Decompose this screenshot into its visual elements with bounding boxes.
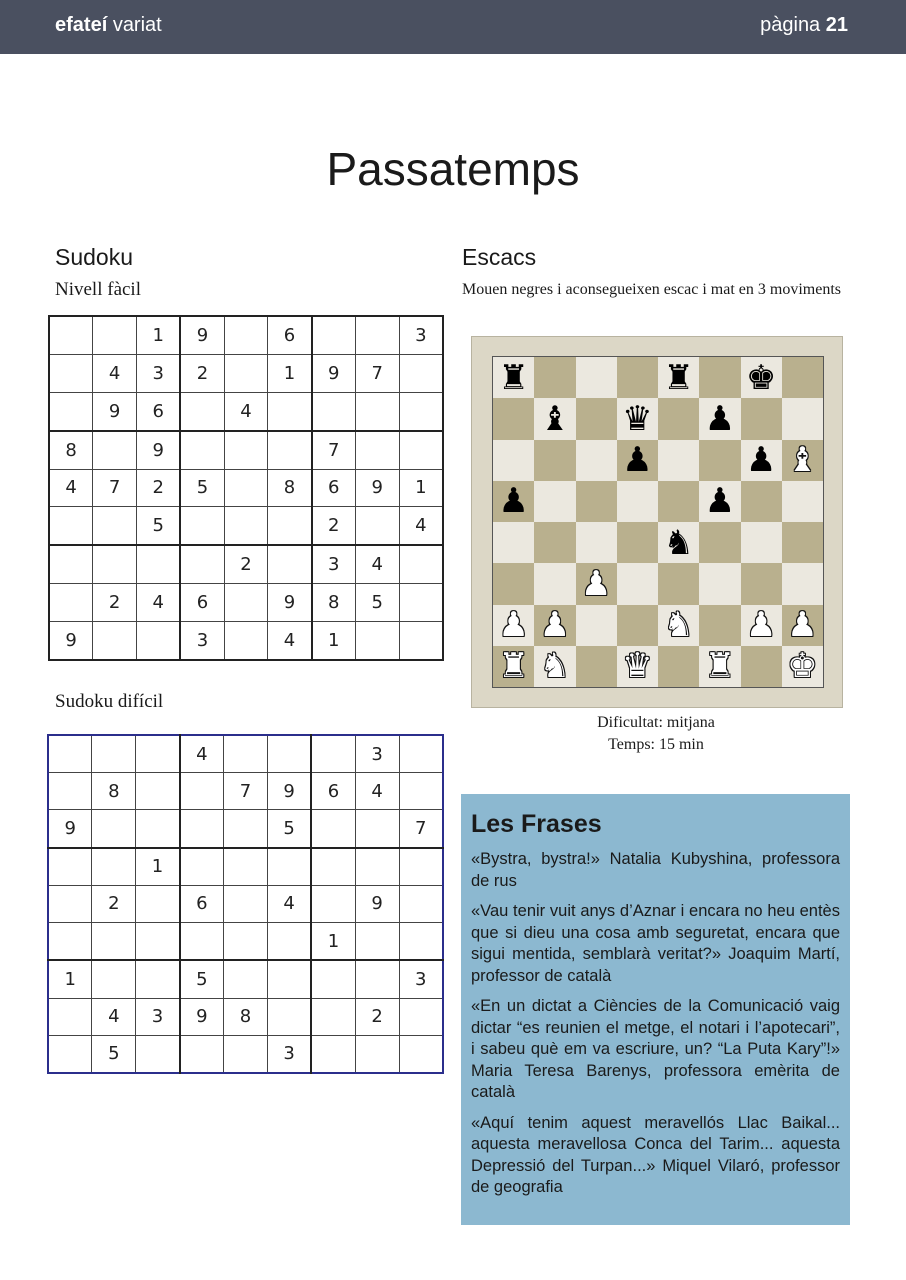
- chess-square: [658, 398, 699, 439]
- chess-info: [462, 712, 850, 756]
- chess-square: [493, 398, 534, 439]
- sudoku-cell: [311, 735, 355, 773]
- sudoku-cell: 7: [224, 773, 268, 810]
- chess-square: [782, 440, 823, 481]
- sudoku-cell: [93, 507, 137, 546]
- chess-square: [534, 481, 575, 522]
- sudoku-cell: 4: [180, 735, 224, 773]
- chess-square: [576, 481, 617, 522]
- sudoku-cell: [355, 960, 399, 998]
- chess-square: [782, 605, 823, 646]
- sudoku-cell: [268, 507, 312, 546]
- white-pawn-icon: ♟: [787, 605, 818, 646]
- quote: «En un dictat a Ciències de la Comunicació vaig dictar “es reunien el metge, el notari i l’apotecari”, i sabeu què em va escriure, un? “La Puta Kary”!» Maria Teresa Barenys, professora emèrita de català: [471, 997, 840, 1101]
- sudoku-row: [48, 960, 443, 998]
- chess-square: [534, 563, 575, 604]
- chess-square: [617, 481, 658, 522]
- sudoku-cell: 4: [355, 545, 399, 584]
- chess-square: [493, 605, 534, 646]
- chess-square: [534, 440, 575, 481]
- chess-square: [534, 357, 575, 398]
- sudoku-cell: [224, 885, 268, 922]
- sudoku-cell: 3: [267, 1035, 311, 1073]
- sudoku-cell: [48, 885, 92, 922]
- chess-square: [617, 440, 658, 481]
- brand-bold: efateí: [55, 14, 108, 36]
- sudoku-cell: 2: [137, 469, 181, 507]
- sudoku-cell: [311, 960, 355, 998]
- sudoku-cell: [224, 316, 268, 355]
- sudoku-cell: [399, 621, 443, 660]
- sudoku-cell: 6: [311, 773, 355, 810]
- chess-square: [782, 563, 823, 604]
- sudoku-cell: 1: [311, 922, 355, 960]
- sudoku-cell: [136, 810, 180, 848]
- chess-square: [493, 646, 534, 687]
- chess-square: [699, 605, 740, 646]
- sudoku-cell: 9: [93, 392, 137, 431]
- chess-square: [617, 646, 658, 687]
- sudoku-cell: 3: [399, 316, 443, 355]
- sudoku-cell: [267, 960, 311, 998]
- sudoku-cell: 3: [180, 621, 224, 660]
- chess-square: [658, 563, 699, 604]
- chess-square: [741, 605, 782, 646]
- sudoku-cell: [355, 810, 399, 848]
- sudoku-cell: [355, 392, 399, 431]
- chess-square: [699, 563, 740, 604]
- sudoku-cell: 2: [93, 584, 137, 622]
- sudoku-cell: [311, 998, 355, 1035]
- chess-square: [576, 357, 617, 398]
- sudoku-cell: [48, 735, 92, 773]
- chess-square: [617, 522, 658, 563]
- sudoku-cell: 9: [48, 810, 92, 848]
- sudoku-cell: 4: [267, 885, 311, 922]
- sudoku-cell: 8: [92, 773, 136, 810]
- sudoku-cell: [311, 810, 355, 848]
- sudoku-cell: [355, 922, 399, 960]
- sudoku-cell: [355, 621, 399, 660]
- sudoku-cell: 4: [355, 773, 399, 810]
- white-pawn-icon: ♟: [539, 605, 571, 646]
- chess-square: [658, 357, 699, 398]
- sudoku-cell: 9: [268, 584, 312, 622]
- chess-square: [493, 357, 534, 398]
- sudoku-cell: [268, 545, 312, 584]
- chess-square: [576, 646, 617, 687]
- chess-time: Temps: 15 min: [608, 736, 704, 753]
- chess-square: [576, 398, 617, 439]
- sudoku-row: [49, 392, 443, 431]
- black-rook-icon: ♜: [498, 357, 529, 398]
- sudoku-row: [48, 773, 443, 810]
- white-knight-icon: ♞: [539, 646, 571, 687]
- white-rook-icon: ♜: [498, 646, 529, 687]
- chess-square: [576, 563, 617, 604]
- sudoku-cell: [180, 507, 224, 546]
- sudoku-cell: 9: [49, 621, 93, 660]
- sudoku-cell: [180, 810, 224, 848]
- sudoku-cell: [180, 848, 224, 886]
- sudoku-cell: [136, 773, 180, 810]
- sudoku-cell: [399, 431, 443, 470]
- sudoku-row: [49, 545, 443, 584]
- page-indicator: [760, 14, 848, 37]
- sudoku-cell: [137, 621, 181, 660]
- black-king-icon: ♚: [745, 357, 777, 398]
- sudoku-cell: [267, 735, 311, 773]
- chess-square: [617, 563, 658, 604]
- chess-square: [699, 398, 740, 439]
- sudoku-cell: 7: [93, 469, 137, 507]
- sudoku-cell: [48, 773, 92, 810]
- white-king-icon: ♚: [787, 646, 818, 687]
- sudoku-cell: 6: [180, 584, 224, 622]
- sudoku-cell: [48, 848, 92, 886]
- sudoku-cell: 1: [137, 316, 181, 355]
- sudoku-cell: [224, 848, 268, 886]
- sudoku-cell: [224, 507, 268, 546]
- sudoku-cell: [312, 316, 356, 355]
- sudoku-cell: 5: [92, 1035, 136, 1073]
- sudoku-cell: 1: [268, 355, 312, 393]
- sudoku-cell: [136, 735, 180, 773]
- sudoku-cell: [48, 1035, 92, 1073]
- sudoku-cell: [224, 735, 268, 773]
- sudoku-cell: 7: [312, 431, 356, 470]
- white-queen-icon: ♛: [622, 646, 653, 687]
- white-pawn-icon: ♟: [745, 605, 777, 646]
- sudoku-row: [48, 1035, 443, 1073]
- sudoku-cell: [355, 316, 399, 355]
- sudoku-cell: [48, 922, 92, 960]
- white-pawn-icon: ♟: [498, 605, 529, 646]
- sudoku-cell: [224, 810, 268, 848]
- sudoku-cell: 9: [267, 773, 311, 810]
- sudoku-cell: [267, 922, 311, 960]
- sudoku-cell: [224, 584, 268, 622]
- sudoku-cell: 5: [180, 469, 224, 507]
- sudoku-row: [48, 922, 443, 960]
- sudoku-cell: [92, 848, 136, 886]
- sudoku-cell: 6: [137, 392, 181, 431]
- chess-square: [534, 646, 575, 687]
- white-pawn-icon: ♟: [580, 563, 612, 604]
- sudoku-cell: 4: [49, 469, 93, 507]
- sudoku-cell: [311, 848, 355, 886]
- sudoku-easy-label: Nivell fàcil: [55, 279, 141, 300]
- chess-square: [741, 398, 782, 439]
- page-header: [0, 0, 906, 54]
- sudoku-cell: [355, 431, 399, 470]
- sudoku-cell: [311, 885, 355, 922]
- sudoku-cell: 9: [137, 431, 181, 470]
- sudoku-cell: 5: [267, 810, 311, 848]
- chess-square: [493, 481, 534, 522]
- sudoku-cell: 8: [49, 431, 93, 470]
- sudoku-cell: [49, 545, 93, 584]
- sudoku-cell: [224, 922, 268, 960]
- sudoku-cell: [399, 998, 443, 1035]
- black-bishop-icon: ♝: [539, 398, 571, 439]
- chess-square: [658, 646, 699, 687]
- sudoku-cell: [224, 621, 268, 660]
- chess-diagram: [471, 336, 843, 708]
- sudoku-cell: [136, 1035, 180, 1073]
- chess-square: [658, 522, 699, 563]
- chess-square: [782, 357, 823, 398]
- sudoku-cell: 2: [180, 355, 224, 393]
- sudoku-row: [49, 469, 443, 507]
- black-pawn-icon: ♟: [745, 440, 777, 481]
- sudoku-cell: 6: [312, 469, 356, 507]
- sudoku-row: [49, 355, 443, 393]
- sudoku-cell: [93, 316, 137, 355]
- chess-square: [617, 605, 658, 646]
- sudoku-cell: [399, 848, 443, 886]
- chess-square: [782, 398, 823, 439]
- sudoku-cell: [93, 621, 137, 660]
- black-knight-icon: ♞: [663, 522, 694, 563]
- sudoku-cell: [399, 355, 443, 393]
- quotes-box: [461, 794, 850, 1225]
- sudoku-row: [49, 316, 443, 355]
- sudoku-cell: 3: [136, 998, 180, 1035]
- sudoku-row: [49, 621, 443, 660]
- chess-square: [699, 646, 740, 687]
- sudoku-cell: [180, 431, 224, 470]
- sudoku-cell: [355, 848, 399, 886]
- sudoku-cell: 7: [399, 810, 443, 848]
- sudoku-cell: [224, 469, 268, 507]
- sudoku-cell: [399, 735, 443, 773]
- sudoku-cell: [224, 431, 268, 470]
- sudoku-cell: [49, 507, 93, 546]
- chess-square: [493, 563, 534, 604]
- sudoku-cell: [355, 507, 399, 546]
- sudoku-cell: [136, 922, 180, 960]
- quote: «Vau tenir vuit anys d’Aznar i encara no heu entès que si dieu una cosa amb seguretat, encara que sigui mentida, semblarà veritat?» Joaquim Martí, professor de català: [471, 902, 840, 985]
- sudoku-cell: 2: [224, 545, 268, 584]
- quote: «Bystra, bystra!» Natalia Kubyshina, professora de rus: [471, 850, 840, 890]
- sudoku-cell: 8: [224, 998, 268, 1035]
- sudoku-cell: [224, 960, 268, 998]
- sudoku-cell: 9: [355, 469, 399, 507]
- chess-square: [534, 522, 575, 563]
- chess-square: [534, 398, 575, 439]
- sudoku-cell: [93, 431, 137, 470]
- chess-square: [493, 522, 534, 563]
- sudoku-cell: [92, 735, 136, 773]
- chess-square: [658, 481, 699, 522]
- sudoku-cell: [93, 545, 137, 584]
- sudoku-cell: 8: [312, 584, 356, 622]
- chess-square: [617, 398, 658, 439]
- sudoku-cell: 9: [355, 885, 399, 922]
- sudoku-cell: [399, 584, 443, 622]
- quotes-heading: Les Frases: [471, 810, 602, 838]
- sudoku-cell: [137, 545, 181, 584]
- sudoku-cell: [49, 392, 93, 431]
- sudoku-cell: 2: [312, 507, 356, 546]
- sudoku-cell: 3: [137, 355, 181, 393]
- chess-square: [741, 522, 782, 563]
- sudoku-cell: [399, 392, 443, 431]
- black-pawn-icon: ♟: [622, 440, 653, 481]
- sudoku-cell: 6: [180, 885, 224, 922]
- chess-square: [658, 440, 699, 481]
- chess-square: [699, 481, 740, 522]
- chess-square: [699, 440, 740, 481]
- sudoku-cell: 5: [355, 584, 399, 622]
- sudoku-cell: 3: [399, 960, 443, 998]
- sudoku-row: [48, 735, 443, 773]
- sudoku-cell: [267, 998, 311, 1035]
- white-rook-icon: ♜: [704, 646, 736, 687]
- chess-square: [576, 440, 617, 481]
- chess-square: [493, 440, 534, 481]
- sudoku-row: [49, 431, 443, 470]
- sudoku-cell: 2: [92, 885, 136, 922]
- page-number: 21: [825, 14, 848, 36]
- sudoku-cell: [92, 810, 136, 848]
- sudoku-cell: [49, 584, 93, 622]
- chess-square: [617, 357, 658, 398]
- sudoku-cell: 1: [48, 960, 92, 998]
- quote: «Aquí tenim aquest meravellós Llac Baikal... aquesta meravellosa Conca del Tarim... aquesta Depressió del Turpan...» Miquel Vilaró, professor de geografia: [471, 1113, 840, 1196]
- sudoku-cell: [136, 885, 180, 922]
- sudoku-cell: [267, 848, 311, 886]
- sudoku-hard-grid: [47, 734, 444, 1074]
- sudoku-hard-label: Sudoku difícil: [55, 691, 164, 712]
- chess-square: [658, 605, 699, 646]
- sudoku-cell: 4: [268, 621, 312, 660]
- black-pawn-icon: ♟: [704, 481, 736, 522]
- sudoku-cell: [399, 922, 443, 960]
- sudoku-cell: 4: [137, 584, 181, 622]
- sudoku-cell: 9: [180, 998, 224, 1035]
- black-queen-icon: ♛: [622, 398, 653, 439]
- chess-square: [699, 522, 740, 563]
- chess-square: [741, 646, 782, 687]
- sudoku-cell: 1: [399, 469, 443, 507]
- sudoku-row: [48, 998, 443, 1035]
- chess-square: [741, 481, 782, 522]
- sudoku-row: [48, 885, 443, 922]
- sudoku-cell: [49, 316, 93, 355]
- sudoku-cell: [48, 998, 92, 1035]
- sudoku-cell: 4: [399, 507, 443, 546]
- sudoku-cell: [399, 773, 443, 810]
- sudoku-cell: 5: [180, 960, 224, 998]
- sudoku-cell: 2: [355, 998, 399, 1035]
- sudoku-cell: [92, 960, 136, 998]
- sudoku-cell: [399, 545, 443, 584]
- white-knight-icon: ♞: [663, 605, 694, 646]
- sudoku-cell: 8: [268, 469, 312, 507]
- white-bishop-icon: ♝: [787, 440, 818, 481]
- chess-difficulty: Dificultat: mitjana: [597, 714, 715, 731]
- sudoku-row: [49, 507, 443, 546]
- sudoku-cell: [224, 355, 268, 393]
- sudoku-cell: 1: [136, 848, 180, 886]
- sudoku-cell: 3: [355, 735, 399, 773]
- chess-square: [782, 481, 823, 522]
- sudoku-cell: [311, 1035, 355, 1073]
- brand-section: variat: [112, 14, 162, 36]
- sudoku-cell: [268, 431, 312, 470]
- sudoku-cell: 4: [92, 998, 136, 1035]
- sudoku-cell: 7: [355, 355, 399, 393]
- page-label: pàgina: [760, 14, 821, 36]
- sudoku-cell: 4: [93, 355, 137, 393]
- sudoku-cell: 1: [312, 621, 356, 660]
- chess-square: [741, 357, 782, 398]
- chess-square: [782, 646, 823, 687]
- chess-square: [576, 522, 617, 563]
- sudoku-cell: [180, 1035, 224, 1073]
- sudoku-cell: [180, 773, 224, 810]
- magazine-brand: [55, 14, 162, 37]
- sudoku-cell: [49, 355, 93, 393]
- sudoku-cell: 3: [312, 545, 356, 584]
- sudoku-row: [49, 584, 443, 622]
- chess-square: [741, 563, 782, 604]
- sudoku-row: [48, 848, 443, 886]
- sudoku-cell: [355, 1035, 399, 1073]
- sudoku-easy-grid: [48, 315, 444, 661]
- black-pawn-icon: ♟: [498, 481, 529, 522]
- sudoku-cell: 9: [312, 355, 356, 393]
- chess-square: [741, 440, 782, 481]
- sudoku-cell: [312, 392, 356, 431]
- chess-square: [699, 357, 740, 398]
- black-pawn-icon: ♟: [704, 398, 736, 439]
- black-rook-icon: ♜: [663, 357, 694, 398]
- sudoku-cell: [180, 922, 224, 960]
- sudoku-cell: 6: [268, 316, 312, 355]
- chess-instructions: Mouen negres i aconsegueixen escac i mat en 3 moviments: [462, 281, 841, 298]
- chess-square: [782, 522, 823, 563]
- sudoku-cell: 5: [137, 507, 181, 546]
- sudoku-cell: [399, 1035, 443, 1073]
- sudoku-cell: [268, 392, 312, 431]
- sudoku-cell: [224, 1035, 268, 1073]
- sudoku-cell: [180, 392, 224, 431]
- sudoku-cell: 4: [224, 392, 268, 431]
- sudoku-cell: [92, 922, 136, 960]
- chess-square: [534, 605, 575, 646]
- chess-square: [576, 605, 617, 646]
- sudoku-cell: 9: [180, 316, 224, 355]
- chess-board: [492, 356, 824, 688]
- sudoku-row: [48, 810, 443, 848]
- sudoku-heading: Sudoku: [55, 244, 134, 270]
- chess-heading: Escacs: [462, 244, 537, 270]
- page-title: Passatemps: [326, 143, 580, 195]
- sudoku-cell: [399, 885, 443, 922]
- sudoku-cell: [180, 545, 224, 584]
- sudoku-cell: [136, 960, 180, 998]
